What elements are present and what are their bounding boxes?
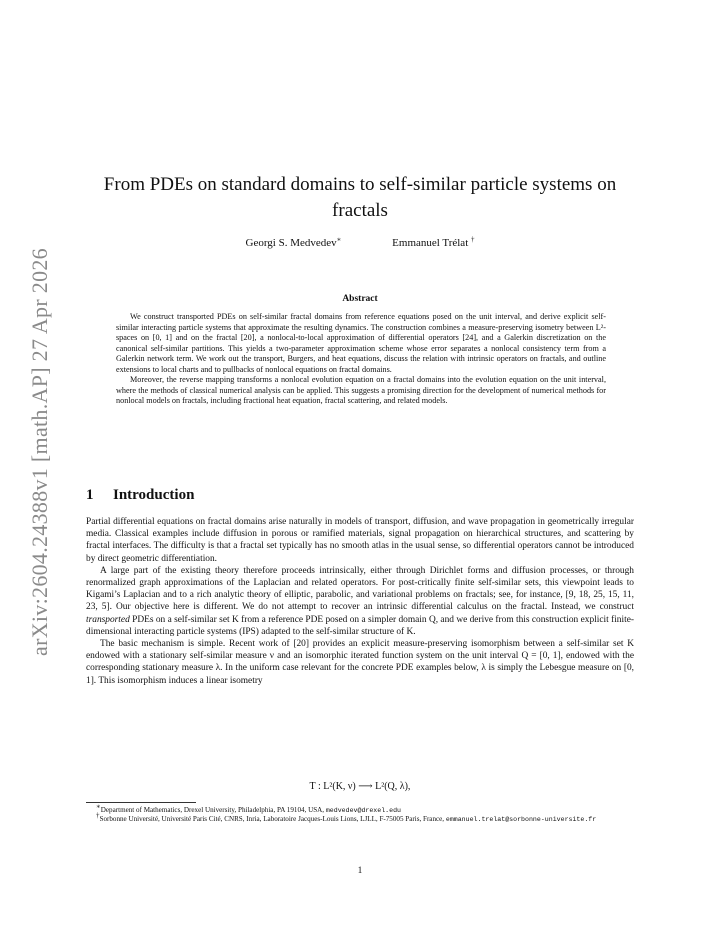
author-2-name: Emmanuel Trélat — [392, 237, 469, 249]
abstract-paragraph-1: We construct transported PDEs on self-similar fractal domains from reference equations posed on the unit interval, and derive explicit self-similar interacting particle systems that approximate the resulting dynamics. The construction combines a measure-preserving isometry between L²-spaces on [0, 1] and on the fractal [20], a nonlocal-to-local approximation of differential operators [24], and a Galerkin discretization on the canonical self-similar partitions. This yields a two-parameter approximation scheme whose error separates a nonlocal consistency term from a Galerkin network term. We work out the transport, Burgers, and heat equations, discuss the relation with intrinsic operators on fractals, and outline extensions to local charts and to pullbacks of nonlocal equations on fractal domains. — [116, 312, 606, 374]
footnote-2-mark: † — [96, 811, 100, 820]
introduction-body — [86, 516, 634, 687]
body-paragraph-3: The basic mechanism is simple. Recent work of [20] provides an explicit measure-preserving isomorphism between a self-similar set K endowed with a stationary self-similar measure ν and an isomorphic iterated function system on the unit interval Q = [0, 1], endowed with the corresponding stationary measure λ. In the uniform case relevant for the concrete PDE examples below, λ is simply the Lebesgue measure on [0, 1]. This isomorphism induces a linear isometry — [86, 639, 634, 686]
footnote-1-mark: ∗ — [96, 802, 101, 811]
body-paragraph-2 — [86, 565, 634, 638]
abstract-body — [116, 312, 606, 407]
footnote-1-email[interactable]: medvedev@drexel.edu — [325, 807, 402, 814]
page-number: 1 — [357, 866, 363, 876]
abstract-heading: Abstract — [342, 294, 378, 304]
section-heading — [86, 487, 194, 504]
section-title: Introduction — [113, 487, 195, 503]
paper-title: From PDEs on standard domains to self-similar particle systems on fractals — [103, 174, 617, 221]
body-paragraph-1: Partial differential equations on fractal domains arise naturally in models of transport, diffusion, and wave propagation in geometrically irregular media. Classical examples include diffusion in porous or ramified materials, signal propagation on hierarchical structures, and scattering by fractal interfaces. The difficulty is that a fractal set typically has no smooth atlas in the usual sense, so differential operators cannot be introduced by direct geometric differentiation. — [86, 517, 634, 564]
body-paragraph-2-start: A large part of the existing theory therefore proceeds intrinsically, either through Dirichlet forms and diffusion processes, or through renormalized graph approximations of the Laplacian and related operators. For post-critically finite self-similar sets, this viewpoint leads to Kigami’s Laplacian and to a rich analytic theory of elliptic, parabolic, and variational problems on fractals; see, for instance, [9, 18, 25, 15, 11, 23, 5]. Our objective here is different. We do not attempt to recover an intrinsic differential calculus on the fractal. Instead, we construct — [86, 565, 634, 613]
author-2-mark: † — [471, 235, 475, 244]
author-1-mark: ∗ — [336, 235, 342, 244]
footnotes — [86, 802, 634, 825]
author-1 — [246, 237, 342, 249]
arxiv-identifier: arXiv:2604.24388v1 [math.AP] 27 Apr 2026 — [27, 248, 52, 656]
arxiv-sidebar-stamp — [18, 232, 62, 672]
author-list — [86, 237, 634, 249]
author-2 — [392, 237, 474, 249]
abstract-paragraph-2: Moreover, the reverse mapping transforms a nonlocal evolution equation on a fractal domains into the evolution equation on the unit interval, where the methods of classical numerical analysis can be applied. This suggests a promising direction for the development of numerical methods for nonlocal models on fractals, including fractional heat equation, fractal scattering, and related models. — [116, 375, 606, 405]
emphasis-transported: transported — [86, 614, 130, 625]
footnote-rule — [86, 802, 196, 803]
author-1-name: Georgi S. Medvedev — [245, 237, 337, 249]
footnote-1-text: Department of Mathematics, Drexel University, Philadelphia, PA 19104, USA, — [100, 806, 326, 814]
footnote-2-text: Sorbonne Université, Université Paris Cité, CNRS, Inria, Laboratoire Jacques-Louis Lions, LJLL, F-75005 Paris, France, — [99, 815, 446, 824]
section-number: 1 — [86, 487, 94, 503]
isometry-equation: T : L²(K, ν) ⟶ L²(Q, λ), — [309, 781, 411, 792]
footnote-2-email[interactable]: emmanuel.trelat@sorbonne-universite.fr — [445, 816, 597, 824]
footnote-1 — [86, 802, 634, 815]
footnote-2 — [86, 811, 634, 824]
body-paragraph-2-end: PDEs on a self-similar set K from a reference PDE posed on a simpler domain Q, and we derive from this construction explicit finite-dimensional interacting particle systems (IPS) adapted to the self-similar structure of K. — [86, 614, 634, 637]
